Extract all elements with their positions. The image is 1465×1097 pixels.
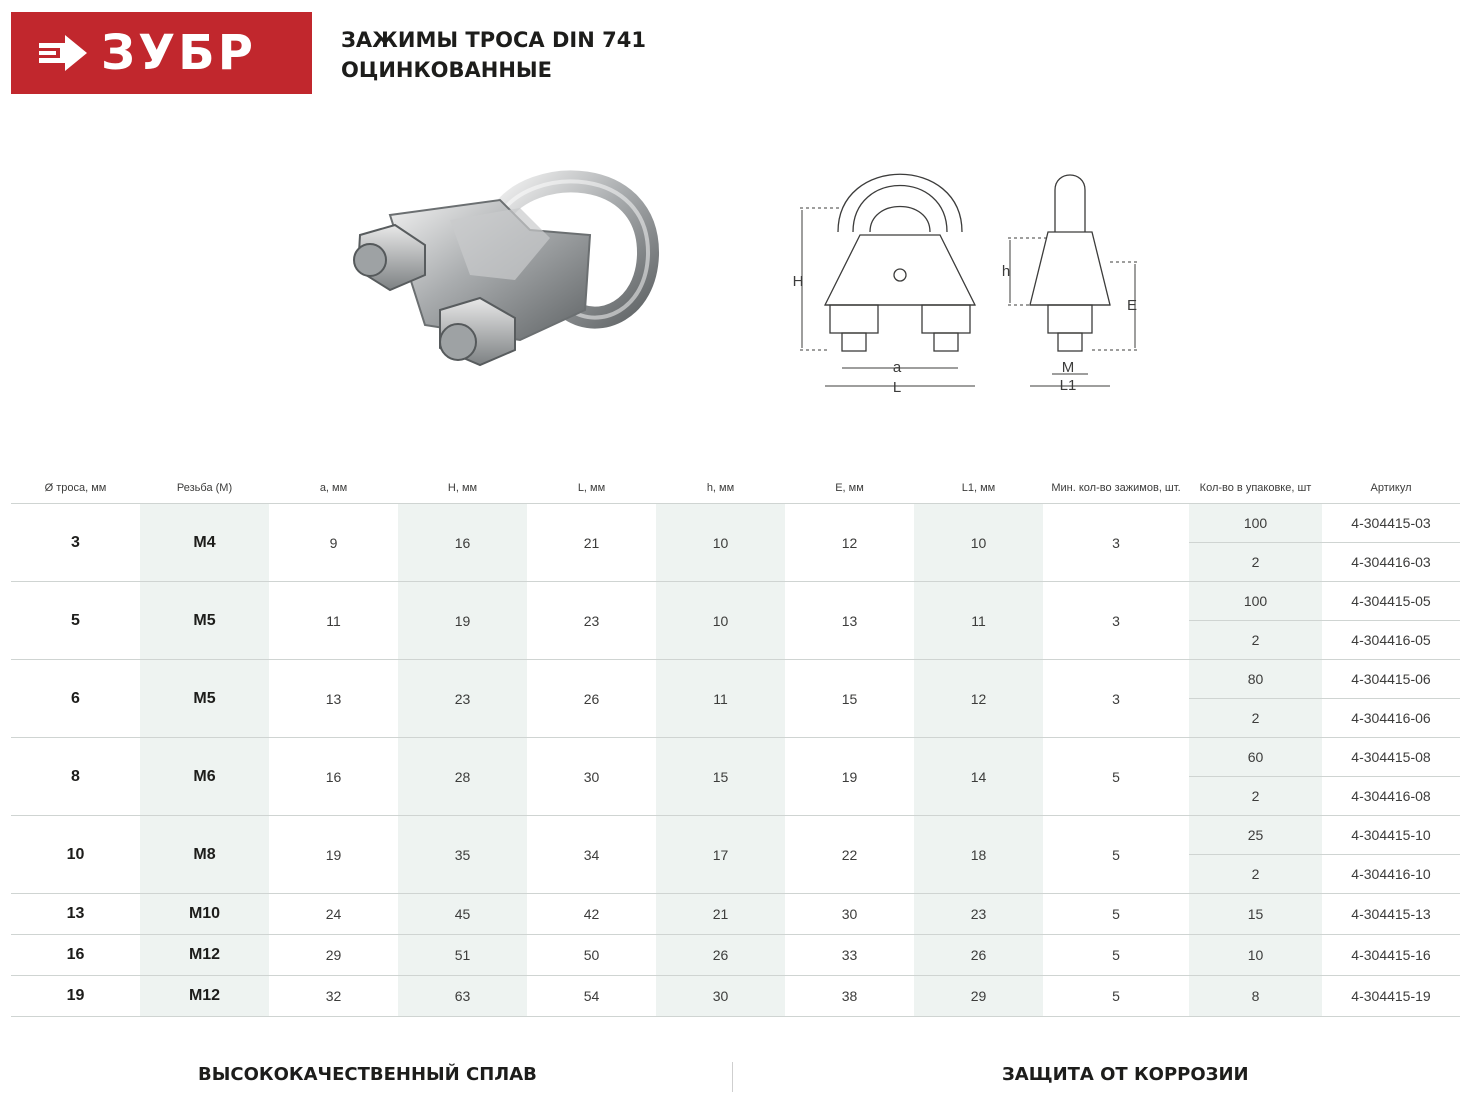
cell-l: 42 [527,894,656,935]
brand-logo [11,12,312,94]
cell-min: 5 [1043,976,1189,1017]
cell-a: 24 [269,894,398,935]
col-header: E, мм [785,472,914,504]
label-M: M [1061,359,1075,376]
cell-pack-qty: 80 [1189,660,1322,699]
table-row [11,976,1460,1017]
cell-pack-qty: 15 [1189,894,1322,935]
label-h: h [1001,263,1011,280]
cell-min: 5 [1043,738,1189,816]
dimension-drawing [780,160,1160,400]
cell-pack-qty: 60 [1189,738,1322,777]
cell-sku: 4-304416-10 [1322,855,1460,894]
cell-l: 34 [527,816,656,894]
cell-sku: 4-304415-08 [1322,738,1460,777]
cell-d: 19 [11,976,140,1017]
label-L: L [892,379,902,396]
cell-sku: 4-304415-16 [1322,935,1460,976]
cell-sku: 4-304415-10 [1322,816,1460,855]
cell-min: 3 [1043,582,1189,660]
title-line-1: ЗАЖИМЫ ТРОСА DIN 741 [341,28,646,52]
cell-d: 3 [11,504,140,582]
col-header: L1, мм [914,472,1043,504]
cell-thread: M10 [140,894,269,935]
cell-pack-qty: 8 [1189,976,1322,1017]
table-row [11,660,1460,699]
title-line-2: ОЦИНКОВАННЫЕ [341,58,553,82]
cell-thread: M4 [140,504,269,582]
table-body [11,504,1460,1017]
cell-l: 30 [527,738,656,816]
cell-thread: M8 [140,816,269,894]
table-header-row [11,472,1460,504]
page-title [341,25,646,85]
table-row [11,504,1460,543]
arrow-logo-icon [35,29,89,77]
cell-l1: 10 [914,504,1043,582]
table-row [11,582,1460,621]
brand-name: ЗУБР [101,25,256,81]
cell-e: 30 [785,894,914,935]
col-header: h, мм [656,472,785,504]
cell-a: 9 [269,504,398,582]
table-row [11,894,1460,935]
cell-pack-qty: 25 [1189,816,1322,855]
cell-pack-qty: 2 [1189,699,1322,738]
cell-a: 32 [269,976,398,1017]
cell-min: 5 [1043,816,1189,894]
cell-e: 38 [785,976,914,1017]
cell-thread: M5 [140,582,269,660]
col-header: Кол-во в упаковке, шт [1189,472,1322,504]
cell-sku: 4-304415-05 [1322,582,1460,621]
cell-pack-qty: 2 [1189,855,1322,894]
cell-a: 11 [269,582,398,660]
col-header: H, мм [398,472,527,504]
footer-corrosion: ЗАЩИТА ОТ КОРРОЗИИ [1002,1064,1249,1085]
cell-l1: 11 [914,582,1043,660]
label-a: a [892,359,902,376]
cell-h: 21 [656,894,785,935]
cell-pack-qty: 2 [1189,543,1322,582]
spec-table [11,472,1460,1017]
cell-l: 23 [527,582,656,660]
cell-h: 10 [656,504,785,582]
cell-min: 3 [1043,504,1189,582]
cell-h: 17 [656,816,785,894]
cell-h: 35 [398,816,527,894]
cell-l: 50 [527,935,656,976]
label-E: E [1126,297,1138,314]
cell-sku: 4-304416-03 [1322,543,1460,582]
cell-l: 54 [527,976,656,1017]
cell-min: 5 [1043,894,1189,935]
cell-sku: 4-304415-06 [1322,660,1460,699]
cell-h: 26 [656,935,785,976]
cell-sku: 4-304416-08 [1322,777,1460,816]
cell-pack-qty: 2 [1189,621,1322,660]
label-H: H [792,273,804,290]
cell-pack-qty: 2 [1189,777,1322,816]
cell-sku: 4-304415-13 [1322,894,1460,935]
cell-l1: 29 [914,976,1043,1017]
cell-e: 33 [785,935,914,976]
cell-l1: 12 [914,660,1043,738]
cell-h: 15 [656,738,785,816]
cell-thread: M12 [140,976,269,1017]
cell-l1: 23 [914,894,1043,935]
cell-thread: M5 [140,660,269,738]
col-header: Резьба (М) [140,472,269,504]
cell-thread: M6 [140,738,269,816]
cell-d: 8 [11,738,140,816]
table-row [11,738,1460,777]
table-row [11,935,1460,976]
cell-pack-qty: 100 [1189,504,1322,543]
cell-e: 13 [785,582,914,660]
cell-l1: 18 [914,816,1043,894]
cell-e: 15 [785,660,914,738]
col-header: L, мм [527,472,656,504]
cell-min: 3 [1043,660,1189,738]
cell-d: 6 [11,660,140,738]
cell-d: 16 [11,935,140,976]
cell-a: 29 [269,935,398,976]
label-L1: L1 [1059,377,1077,394]
col-header: a, мм [269,472,398,504]
cell-e: 19 [785,738,914,816]
table-row [11,816,1460,855]
footer-alloy: ВЫСОКОКАЧЕСТВЕННЫЙ СПЛАВ [198,1064,537,1085]
cell-a: 13 [269,660,398,738]
cell-d: 13 [11,894,140,935]
cell-h: 11 [656,660,785,738]
cell-h: 16 [398,504,527,582]
col-header: Ø троса, мм [11,472,140,504]
cell-e: 22 [785,816,914,894]
cell-min: 5 [1043,935,1189,976]
cell-sku: 4-304416-06 [1322,699,1460,738]
cell-d: 5 [11,582,140,660]
footer-divider [732,1062,733,1092]
cell-l1: 14 [914,738,1043,816]
cell-a: 16 [269,738,398,816]
cell-h: 30 [656,976,785,1017]
cell-l: 21 [527,504,656,582]
cell-h: 51 [398,935,527,976]
cell-l1: 26 [914,935,1043,976]
cell-h: 63 [398,976,527,1017]
cell-sku: 4-304415-03 [1322,504,1460,543]
cell-l: 26 [527,660,656,738]
cell-sku: 4-304416-05 [1322,621,1460,660]
cell-pack-qty: 100 [1189,582,1322,621]
cell-h: 28 [398,738,527,816]
cell-pack-qty: 10 [1189,935,1322,976]
cell-h: 45 [398,894,527,935]
cell-h: 19 [398,582,527,660]
col-header: Артикул [1322,472,1460,504]
cell-thread: M12 [140,935,269,976]
col-header: Мин. кол-во зажимов, шт. [1043,472,1189,504]
cell-h: 23 [398,660,527,738]
cell-d: 10 [11,816,140,894]
wire-clip-photo [330,160,670,400]
cell-sku: 4-304415-19 [1322,976,1460,1017]
cell-a: 19 [269,816,398,894]
cell-h: 10 [656,582,785,660]
cell-e: 12 [785,504,914,582]
